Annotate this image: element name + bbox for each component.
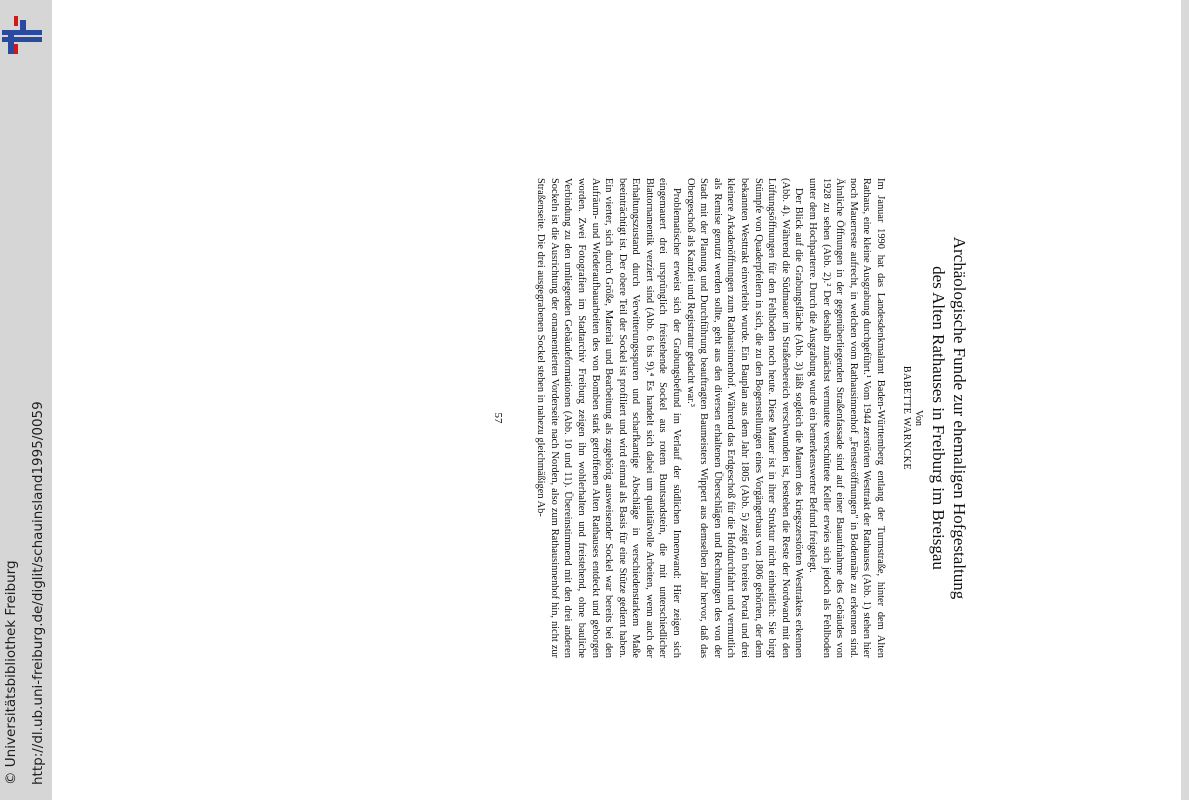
page-number: 57: [492, 412, 504, 424]
copyright-notice: © Universitätsbibliothek Freiburg: [3, 560, 19, 785]
author-name: BABETTE WARNCKE: [901, 365, 912, 471]
paragraph-1: Im Januar 1990 hat das Landesdenkmalamt Baden-Württemberg entlang der Turmstraße, hinter dem Alten Rathaus, eine kleine Ausgrabung durchgeführt.¹ Vom 1944 zerstörten Westtrakt der Rathauses (Abb. 1) stehen hier noch Mauerreste aufrecht, in welchen vom Rathausinnenhof „Fensteröffnungen" in Bodennähe zu erkennen sind. Ähnliche Öffnungen in der gegenüberliegenden Straßenfassade sind auf einer Bauaufnahme des Gebäudes von 1928 zu sehen (Abb. 2).² Der deshalb zunächst vermutete verschüttete Keller erwies sich jedoch als Fehlboden unter dem Hochparterre. Durch die Ausgrabung wurde ein bemerkenswerter Befund freigelegt.: [807, 178, 886, 658]
paragraph-3: Problematischer erweist sich der Grabungsbefund im Verlauf der südlichen Innenwand: Hier zeigen sich eingemauert drei ursprünglich freistehende Sockel aus rotem Buntsandstein, die mit unterschiedlicher Blattornamentik verziert sind (Abb. 6 bis 9).⁴ Es handelt sich dabei um qualitätvolle Arbeiten, wenn auch der Erhaltungszustand durch Verwitterungsspuren und scharfkantige Abschläge in verschiedenstarkem Maße beeinträchtigt ist. Der obere Teil der Sockel ist profiliert und wird einmal als Basis für eine Stütze gedient haben. Ein vierter, sich durch Größe, Material und Bearbeitung als zugehörig ausweisender Sockel war bereits bei den Aufräum- und Wiederaufbauarbeiten des von Bomben stark getroffenen Alten Rathauses entdeckt und geborgen worden. Zwei Fotografien im Stadtarchiv Freiburg zeigen ihn wohlerhalten und freistehend, ohne bauliche Verbindung zu den umliegenden Gebäudeformationen (Abb. 10 und 11). Übereinstimmend mit den drei anderen Sockeln ist die Ausrichtung der ornamentierten Vorderseite nach Norden, also zum Rathausinnenhof hin, nicht zur Straßenseite. Die drei ausgegrabenen Sockel stehen in nahezu gleichmäßigen Ab-: [535, 178, 683, 658]
author-prefix: Von: [913, 410, 924, 426]
article-body: [534, 178, 887, 658]
source-url[interactable]: http://dl.ub.uni-freiburg.de/diglit/schauinsland1995/0059: [30, 401, 46, 785]
paragraph-2: Der Blick auf die Grabungsfläche (Abb. 3) läßt sogleich die Mauern des kriegszerstörten Westtraktes erkennen (Abb. 4). Während die Südmauer im Straßenbereich verschwunden ist, bestehen die Reste der Nordwand mit den Lüftungsöffnungen für den Fehlboden noch heute. Diese Mauer ist in ihrer Struktur nicht einheitlich: Sie birgt Stümpfe von Quaderpfeilern in sich, die zu den Bogenstellungen eines Vorgängerbaus von 1806 gehörten, der dem bekannten Westtrakt einverleibt wurde. Ein Bauplan aus dem Jahr 1805 (Abb. 5) zeigt ein breites Portal und drei kleinere Arkadenöffnungen zum Rathausinnenhof. Während das Erdgeschoß für die Hofdurchfahrt und vermutlich als Remise genutzt werden sollte, geht aus den diversen erhaltenen Überschlägen und Rechnungen des von der Stadt mit der Planung und Durchführung beauftragten Baumeisters Wippert aus demselben Jahr hervor, daß das Obergeschoß als Kanzlei und Registratur gedacht war.³: [684, 178, 805, 658]
title-line-2: des Alten Rathauses in Freiburg im Breisgau: [929, 266, 948, 570]
viewer-sidebar: [0, 0, 52, 800]
document-page: [270, 178, 970, 658]
title-line-1: Archäologische Funde zur ehemaligen Hofgestaltung: [950, 236, 969, 600]
article-title: [928, 178, 970, 658]
scrollbar[interactable]: [1181, 0, 1189, 800]
